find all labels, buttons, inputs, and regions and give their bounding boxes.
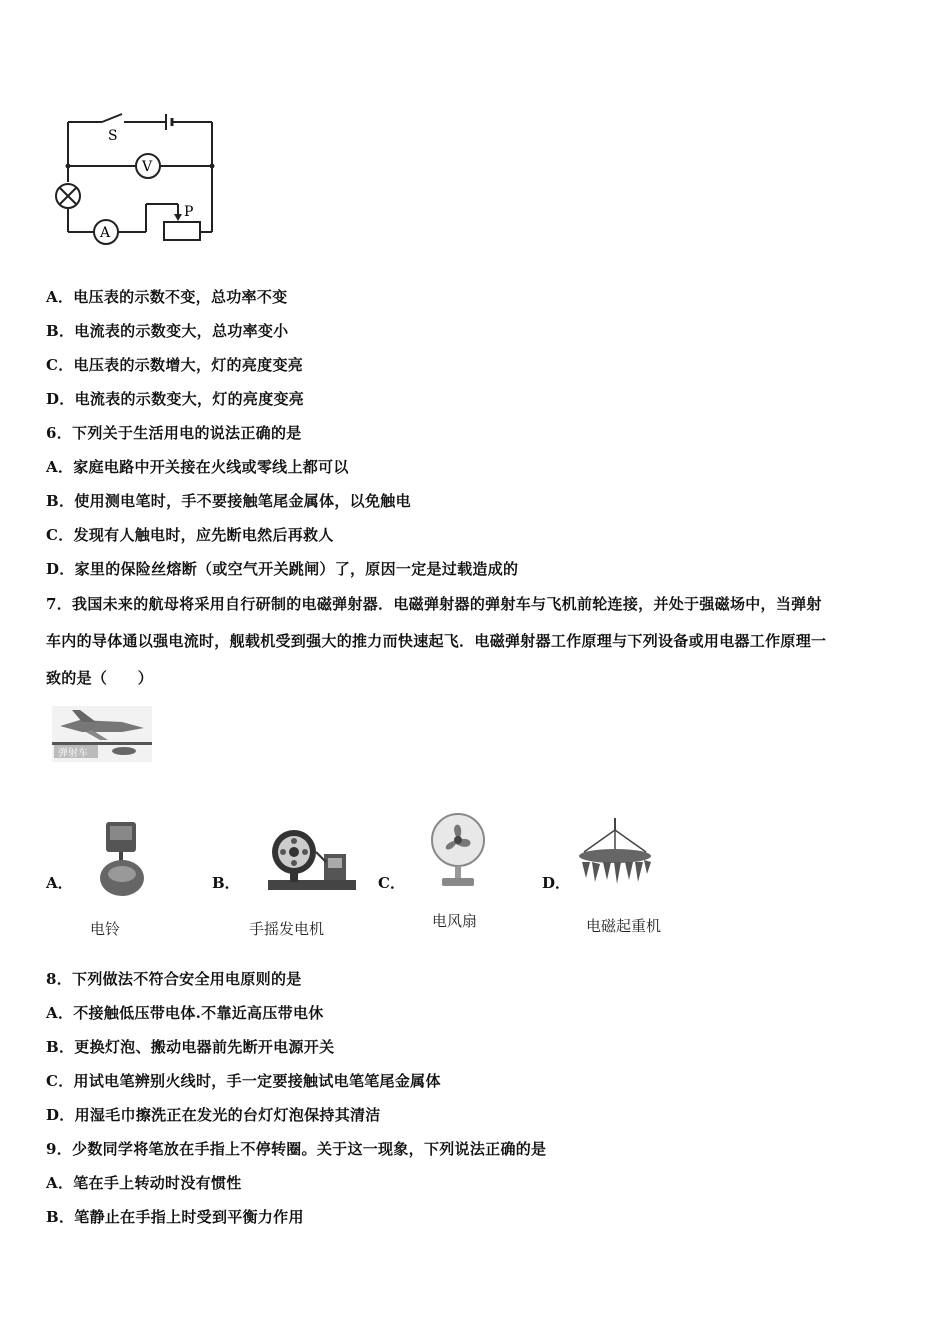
- electric-bell-image: [92, 818, 152, 898]
- q9-stem: 9．少数同学将笔放在手指上不停转圈。关于这一现象，下列说法正确的是: [46, 1140, 547, 1158]
- voltmeter-label: V: [142, 159, 153, 175]
- ammeter-label: A: [100, 225, 111, 241]
- q8-option-a: A．不接触低压带电体.不靠近高压带电休: [46, 1004, 324, 1022]
- q7-stem-line-1: 7．我国未来的航母将采用自行研制的电磁弹射器．电磁弹射器的弹射车与飞机前轮连接，并处于强磁场中，当弹射: [46, 595, 822, 613]
- q5-option-c: C．电压表的示数增大，灯的亮度变亮: [46, 356, 304, 374]
- q9-option-a: A．笔在手上转动时没有惯性: [46, 1174, 242, 1192]
- catapult-figure: [52, 706, 152, 762]
- q7-option-b-caption: 手摇发电机: [249, 920, 325, 938]
- q7-stem-line-3: 致的是（ ）: [46, 669, 154, 687]
- slider-label: P: [184, 204, 194, 220]
- electromagnetic-crane-image: [572, 816, 658, 892]
- q7-option-c-label: C．: [378, 874, 405, 892]
- electric-fan-image: [426, 812, 490, 890]
- q7-option-a-label: A．: [46, 874, 73, 892]
- q7-option-c-caption: 电风扇: [432, 912, 478, 930]
- q6-option-c: C．发现有人触电时，应先断电然后再救人: [46, 526, 334, 544]
- q8-option-c: C．用试电笔辨别火线时，手一定要接触试电笔笔尾金属体: [46, 1072, 441, 1090]
- q7-option-a-caption: 电铃: [90, 920, 121, 938]
- q9-option-b: B．笔静止在手指上时受到平衡力作用: [46, 1208, 304, 1226]
- q8-option-b: B．更换灯泡、搬动电器前先断开电源开关: [46, 1038, 335, 1056]
- q7-option-d-caption: 电磁起重机: [586, 917, 662, 935]
- q6-stem: 6．下列关于生活用电的说法正确的是: [46, 424, 302, 442]
- q8-option-d: D．用湿毛巾擦洗正在发光的台灯灯泡保持其清洁: [46, 1106, 381, 1124]
- q7-option-b-label: B．: [212, 874, 240, 892]
- hand-generator-image: [266, 822, 358, 894]
- q6-option-d: D．家里的保险丝熔断（或空气开关跳闸）了，原因一定是过载造成的: [46, 560, 519, 578]
- circuit-diagram: [50, 108, 230, 248]
- q5-option-d: D．电流表的示数变大，灯的亮度变亮: [46, 390, 305, 408]
- q7-stem-line-2: 车内的导体通以强电流时，舰载机受到强大的推力而快速起飞．电磁弹射器工作原理与下列设备或用电器工作原理一: [46, 632, 827, 650]
- switch-label: S: [108, 128, 118, 144]
- q8-stem: 8．下列做法不符合安全用电原则的是: [46, 970, 302, 988]
- q6-option-a: A．家庭电路中开关接在火线或零线上都可以: [46, 458, 349, 476]
- q7-option-d-label: D．: [542, 874, 571, 892]
- catapult-label: 弹射车: [58, 748, 88, 759]
- q6-option-b: B．使用测电笔时，手不要接触笔尾金属体，以免触电: [46, 492, 411, 510]
- q5-option-a: A．电压表的示数不变，总功率不变: [46, 288, 288, 306]
- q5-option-b: B．电流表的示数变大，总功率变小: [46, 322, 289, 340]
